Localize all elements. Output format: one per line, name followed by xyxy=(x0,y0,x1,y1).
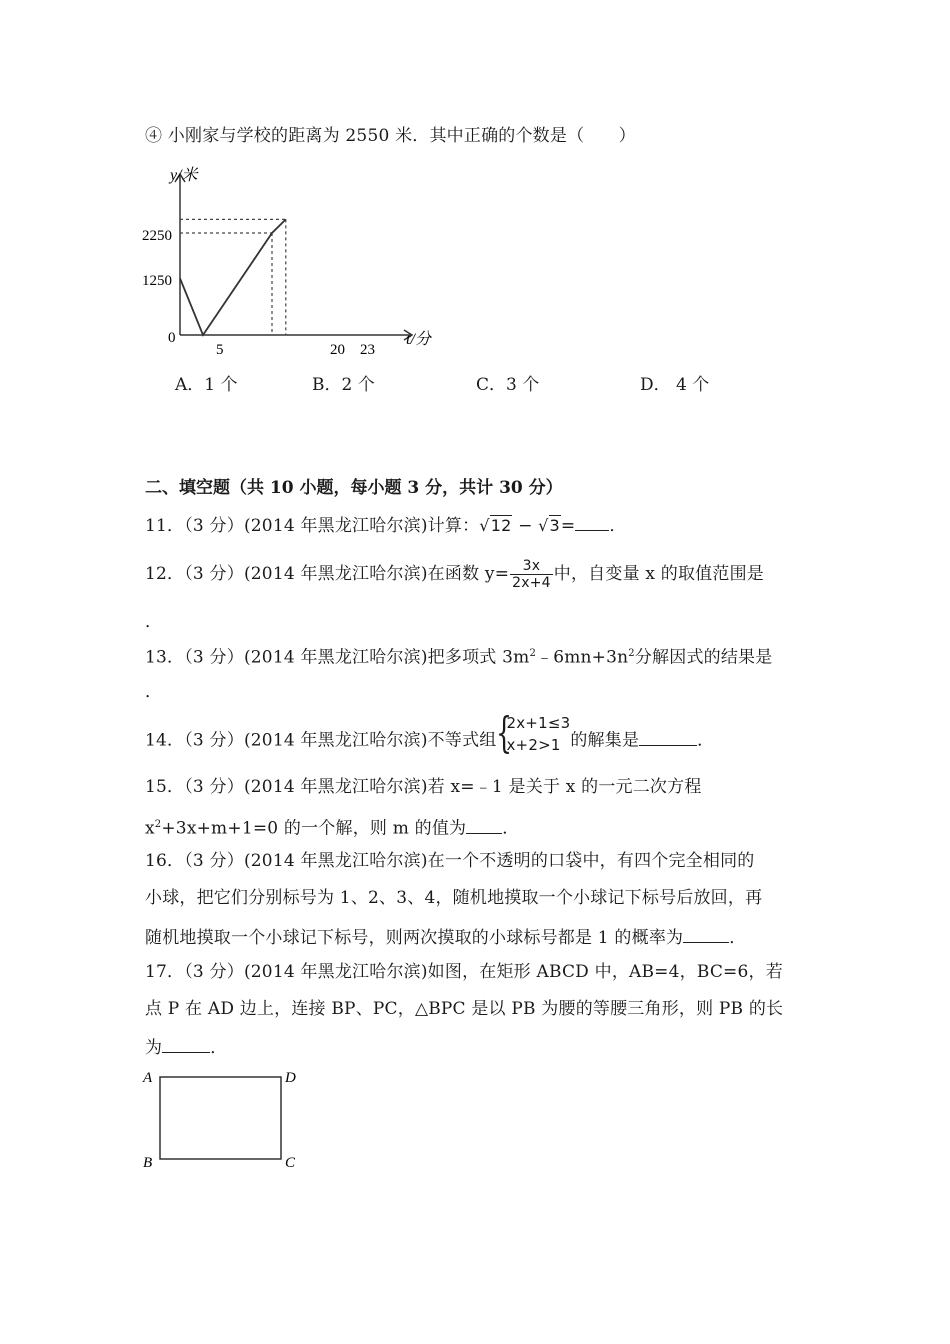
q17-line-2: 点 P 在 AD 边上，连接 BP、PC，△BPC 是以 PB 为腰的等腰三角形，则 PB 的长 xyxy=(145,999,784,1019)
option-b: B．2 个 xyxy=(312,375,375,395)
q13-suffix: 分解因式的结果是 xyxy=(634,647,773,668)
q14-suffix: 的解集是 xyxy=(570,730,640,751)
x-tick-23: 23 xyxy=(360,342,375,358)
y-tick-0: 0 xyxy=(168,330,176,346)
distance-line xyxy=(180,219,286,335)
label-d: D xyxy=(285,1070,296,1086)
rectangle-abcd-figure xyxy=(140,1064,310,1174)
q11-minus: − xyxy=(512,516,539,536)
q10-statement-4: ④ 小刚家与学校的距离为 2550 米．其中正确的个数是（ ） xyxy=(145,126,636,146)
q15-answer-blank[interactable] xyxy=(466,815,502,834)
q12-prefix: 12．（3 分）(2014 年黑龙江哈尔滨)在函数 y= xyxy=(145,564,510,584)
rectangle-abcd xyxy=(160,1077,281,1159)
q16-line-2: 小球，把它们分别标号为 1、2、3、4，随机地摸取一个小球记下标号后放回，再 xyxy=(145,888,763,908)
q12-fraction: $\frac{3x}{2x+4}$ xyxy=(512,558,551,591)
x-tick-20: 20 xyxy=(330,342,345,358)
q11-end: ． xyxy=(609,516,627,536)
q12-end: ． xyxy=(145,612,162,632)
option-a: A．1 个 xyxy=(175,375,238,395)
label-b: B xyxy=(143,1155,153,1171)
q15-line-1: 15．（3 分）(2014 年黑龙江哈尔滨)若 x=﹣1 是关于 x 的一元二次方程 xyxy=(145,777,702,797)
q11-answer-blank[interactable] xyxy=(575,512,609,531)
question-12 xyxy=(145,558,764,591)
q13-sup-1: 2 xyxy=(529,648,536,659)
q17-line-3: 为 ． xyxy=(145,1034,227,1060)
sqrt-12: √12 xyxy=(479,516,512,535)
q16-line-1: 16．（3 分）(2014 年黑龙江哈尔滨)在一个不透明的口袋中，有四个完全相同的 xyxy=(145,851,755,871)
q14-inequality-1: 2x+1≤3 xyxy=(506,714,571,732)
q13-mid: ﹣6mn+3n xyxy=(536,647,629,668)
q17-answer-blank[interactable] xyxy=(162,1034,210,1053)
section-heading: 二、填空题（共 10 小题，每小题 3 分，共计 30 分） xyxy=(145,478,563,498)
y-tick-1250: 1250 xyxy=(142,273,172,289)
q13-sup-2: 2 xyxy=(628,648,635,659)
q13-end: ． xyxy=(145,682,162,702)
question-13 xyxy=(145,642,772,670)
x-axis-label: t/分 xyxy=(406,331,431,348)
y-axis-label: y/米 xyxy=(170,167,198,184)
q14-answer-blank[interactable] xyxy=(639,727,697,746)
option-d: D． 4 个 xyxy=(640,375,710,395)
q14-inequality-system: { 2x+1≤3 x+2>1 xyxy=(496,708,571,757)
q15-line-2: $x^2+3x+m+1=0$ 的一个解，则 m 的值为 ． xyxy=(145,813,519,841)
question-11 xyxy=(145,512,627,538)
option-c: C．3 个 xyxy=(476,375,540,395)
q16-answer-blank[interactable] xyxy=(683,924,729,943)
y-tick-2250: 2250 xyxy=(142,228,172,244)
q14-prefix: 14．（3 分）(2014 年黑龙江哈尔滨)不等式组 xyxy=(145,730,497,751)
x-tick-5: 5 xyxy=(216,342,224,358)
q14-inequality-2: x+2>1 xyxy=(506,736,561,754)
q14-end: ． xyxy=(697,730,715,751)
q11-prefix: 11．（3 分）(2014 年黑龙江哈尔滨)计算： xyxy=(145,516,480,536)
label-c: C xyxy=(285,1155,296,1171)
q13-prefix: 13．（3 分）(2014 年黑龙江哈尔滨)把多项式 3m xyxy=(145,647,530,668)
sqrt-3: √3 xyxy=(538,516,560,535)
distance-time-graph xyxy=(130,160,440,360)
q12-suffix: 中，自变量 x 的取值范围是 xyxy=(553,564,764,584)
label-a: A xyxy=(143,1070,153,1086)
question-14 xyxy=(145,708,715,757)
q16-line-3: 随机地摸取一个小球记下标号，则两次摸取的小球标号都是 1 的概率为 ． xyxy=(145,924,746,950)
q15-sup: 2 xyxy=(154,819,162,830)
q17-line-1: 17．（3 分）(2014 年黑龙江哈尔滨)如图，在矩形 ABCD 中，AB=4，BC=6，若 xyxy=(145,962,783,982)
q11-equals: = xyxy=(560,516,576,536)
